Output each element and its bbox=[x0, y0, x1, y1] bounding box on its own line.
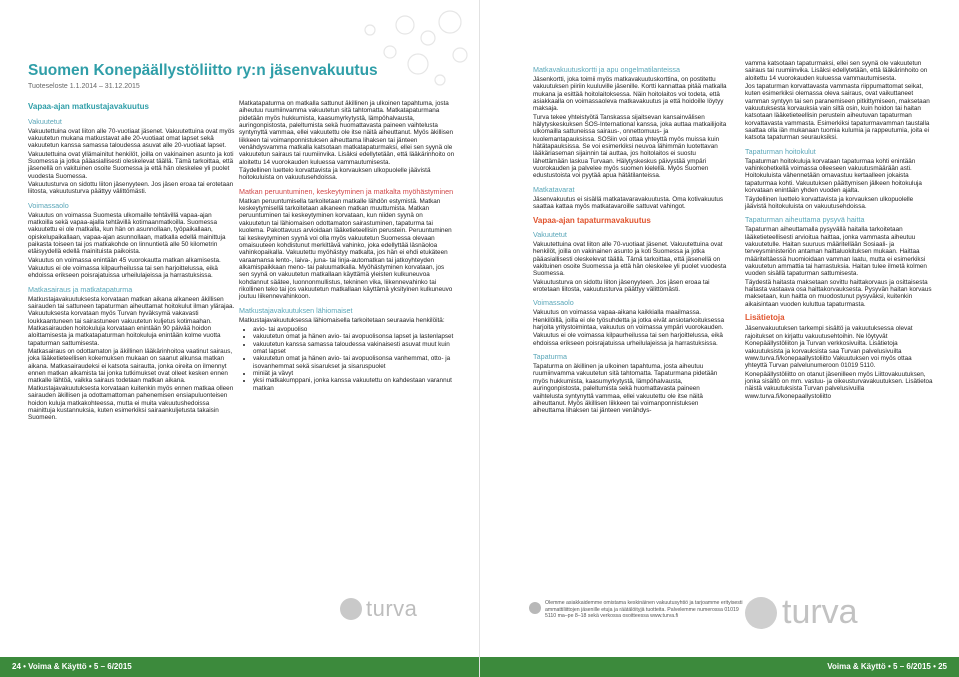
list-item: • vakuutetun kanssa samassa taloudessa vakinaisesti asuvat muut kuin omat lapset bbox=[253, 341, 455, 356]
turva-logo-icon bbox=[745, 597, 777, 629]
right-column-1 bbox=[533, 60, 728, 416]
paragraph: Matkasairaus on odottamaton ja äkillinen lääkärinhoitoa vaatinut sairaus, joka lääketieteellisen kokemuksen mukaan on saanut alkunsa matkan aikana. Matkasairaudeksi ei katsota sairautta, jonka oireita on ilmennyt ennen matkan alkamista tai jonka tutkimukset ovat olleet kesken ennen matkalle lähtöä, vaikka sairaus todetaan matkan aikana. Matkustajavakuutuksesta korvataan kuitenkin myös ennen matkaa olleen sairauden äkillisen ja odottamattoman pahenemisen ensiapuluonteisen hoidon kuluja matkakohteessa, mutta ei muita vakuutushedoissa mainittuja kustannuksia, kuten esimerkiksi sairaankuljetusta takaisin Suomeen. bbox=[28, 348, 234, 422]
paragraph: Tapaturman aiheuttamalla pysyvällä haitalla tarkoitetaan lääketieteellisesti arvioitua haittaa, jonka vammasta aiheutuu vakuutetulle. Haitan suuruus määritellään Sosiaali- ja terveysministeriön antaman haittaluokituksen mukaan. Haittaa määriteltäessä huomioidaan vamman laatu, mutta ei esimerkiksi vakuutetun ammattia tai harrastuksia. Haitan tulee ilmetä kolmen vuoden sisällä tapaturman sattumisesta. bbox=[745, 226, 927, 278]
paragraph: Vakuutettuina ovat liiton alle 70-vuotiaat jäsenet. Vakuutettuina ovat myös vakuutetun mukana matkustavat alle 20-vuotiaat omat lapset sekä vakuutetun kanssa samassa taloudessa asuvat alle 20-vuotiaat lapset. bbox=[28, 127, 235, 150]
list-item: • vakuutetun omat ja hänen avio- tai avopuolisonsa lapset ja lastenlapset bbox=[253, 333, 455, 340]
turva-logo-text: turva bbox=[782, 593, 858, 631]
paragraph: Täydestä haitasta maksetaan sovittu haittakorvaus ja osittaisesta haitasta vastaava osa haittakorvauksesta. Pysyvän haitan korvaus maksetaan, kun haitta on muodostunut pysyväksi, kuitenkin aikaisintaan vuoden kuluttua tapaturmasta. bbox=[745, 278, 932, 308]
paragraph: Konepäällystöliitto on otanut jäsenilleen myös Liittovakuutuksen, jonka sisältö on mm. vastuu- ja oikeusturvavakuutuksen. Lisätietoa näistä vakuutuksista Turvan palvelusivuilla www.turva.fi/konepaallystoliitto bbox=[745, 370, 933, 400]
paragraph: Tapaturman hoitokuluja korvataan tapaturmaa kohti enintään vahinkohetkellä voimassa olleeseen vakuutusmäärään asti. Hoitokuluista vähennetään omavastuu kertaalleen jokaista tapaturmaa kohti. Vakuutuksen päättymisen jälkeen hoitokuluja korvataan enintään yhden vuoden ajalta. bbox=[745, 157, 922, 195]
heading-baggage: Matkatavarat bbox=[533, 184, 575, 194]
heading-relatives: Matkustajavakuutuksen lähiomaiset bbox=[239, 305, 353, 315]
company-note: Olemme asiakkaidemme omistama keskinäinen vakuutusyhtiö ja tarjoamme erityisesti ammattiliittojen jäsenille etuja ja räätälöityjä tuotteita. Palvelemme numerossa 01019 5110 ma–pe 8–18 sekä verkossa osoitteessa www.turva.fi bbox=[545, 600, 743, 620]
heading-insured: Vakuutetut bbox=[533, 230, 567, 239]
paragraph: Vakuutusturva on sidottu liiton jäsenyyteen. Jos jäsen eroaa tai erotetaan liitosta, vakuutusturva päättyy välittömästi. bbox=[28, 180, 234, 196]
relatives-list bbox=[239, 326, 455, 392]
list-item: • yksi matkakumppani, jonka kanssa vakuutettu on kahdestaan varannut matkan bbox=[253, 377, 455, 392]
heading-insured: Vakuutetut bbox=[28, 116, 62, 126]
paragraph: Vakuutettuina ovat yllämainitut henkilöt, joilla on vakinainen asunto ja koti Suomessa ja jotka pääasiallisesti oleskelevat täällä. Tämä tarkoittaa, että jäsenellä on vakituinen osoite Suomessa ja että hän oleskelee yli puolet vuodesta Suomessa. bbox=[28, 150, 234, 180]
right-column-2 bbox=[745, 60, 935, 401]
heading-trip-interruption: Matkan peruuntuminen, keskeytyminen ja matkalta myöhästyminen bbox=[239, 186, 454, 196]
paragraph: Jäsenvakuutuksen tarkempi sisältö ja vakuutuksessa olevat rajoitukset on kirjattu vakuutusehtoihin. Ne löytyvät Konepäällystöliiton ja Turvan verkkosivuilta. Lisätietoja vakuutuksista ja korvauksista saa Turvan palvelusivuilta www.turva.fi/konepaallystoliitto Vakuutuksen voi myös ottaa yhteyttä Turvan palvelunumeroon 01019 5110. bbox=[745, 325, 913, 370]
paragraph: Matkan peruuntumisella tarkoitetaan matkalle lähdön estymistä. Matkan keskeytymisellä tarkoitetaan alkaneen matkan muuttumista. Matkan peruuntuminen tai keskeytyminen korvataan, kun niiden syynä on vakuutetun tai lähiomaisen odottamaton sairastuminen, tapaturma tai kuolema. Pakottavuus arvioidaan lääketieteellisin perustein. Peruuntuminen tai keskeytyminen syynä voi olla myös vakuutetun Suomessa olevaan omaisuuteen kohdistunut merkittävä vahinko, joka edellyttää läsnäoloa vahinkopaikalla. Vakuutettu myöhästyy matkalta, jos hän ei ehdi etukäteen varaamansa lento-, laiva-, juna- tai linja-automatkan tai jatkoyhteyden alkamispaikkaan meno- tai paluumatkalla. Myöhästyminen korvataan, jos sen syynä on vakuutetun matkallaan käyttämä yleisten kulkuneuvoa kohdannut säätee, luonnonmullistus, tekninen vika, liikennevahinko tai rikollinen teko tai jos vakuutetun matkallaan käyttämä yksityinen kulkuneuvo joutuu liikennevahinkoon. bbox=[239, 197, 453, 301]
paragraph: Matkustajavakuutuksessa lähiomaisella tarkoitetaan seuraavia henkilöitä: bbox=[239, 316, 445, 324]
heading-insurance-card: Matkavakuutuskortti ja apu ongelmatilanteissa bbox=[533, 65, 681, 74]
heading-care-costs: Tapaturman hoitokulut bbox=[745, 146, 816, 156]
list-item: • vakuutetun omat ja hänen avio- tai avopuolisonsa vanhemmat, otto- ja isovanhemmat sekä sisarukset ja sisaruspuolet bbox=[253, 355, 455, 370]
paragraph: Tapaturma on äkillinen ja ulkoinen tapahtuma, josta aiheutuu ruumiinvamma vakuutetun sitä tahtomatta. Tapaturmana pidetään myös hukkumista, kaasumyrkytystä, lämpöhalvausta, auringonpistosta, paleltumista sekä huomattavasta paineen vaihtelusta syntynyttä vammaa, ellei vakuutettu ole itse näitä aiheuttanut. Myös äkillisen liikkeen tai voimanponnistuksen aiheuttama lihaksen tai jänteen venähdys- bbox=[533, 363, 718, 415]
left-page bbox=[0, 0, 479, 677]
turva-logo-icon bbox=[340, 598, 362, 620]
footer-text: 24 • Voima & Käyttö • 5 – 6/2015 bbox=[12, 662, 132, 671]
list-item: • avio- tai avopuoliso bbox=[253, 326, 455, 333]
turva-small-logo-icon bbox=[529, 602, 541, 614]
left-column-2 bbox=[239, 100, 455, 394]
paragraph: Jäsenvakuutus ei sisällä matkatavaravakuutusta. Oma kotivakuutus saattaa kattaa myös matkatavaroille sattuvat vahingot. bbox=[533, 195, 724, 211]
paragraph: Täydellinen luettelo korvattavista ja korvauksen ulkopuolelle jäävistä hoitokuluista on vakuutusehdoissa. bbox=[239, 167, 431, 182]
list-item: • miniät ja vävyt bbox=[253, 370, 455, 377]
heading-travel-illness: Matkasairaus ja matkatapaturma bbox=[28, 284, 133, 294]
footer-text: Voima & Käyttö • 5 – 6/2015 • 25 bbox=[827, 662, 947, 671]
turva-logo-large bbox=[745, 593, 858, 632]
paragraph: Matkatapaturma on matkalla sattunut äkillinen ja ulkoinen tapahtuma, josta aiheutuu ruumiinvamma vakuutetun sitä tahtomatta. Matkatapaturmana pidetään myös hukkumista, kaasumyrkytystä, lämpöhalvausta, auringonpistosta, paleltumista sekä huomattavasta paineen vaihtelusta syntynyttä vammaa, ellei vakuutettu ole itse näitä aiheuttanut. Myös äkillisen liikkeen tai voimanponnistuksen aiheuttama lihaksen tai jänteen venähdysvamma matkalla katsotaan matkatapaturmaksi, ellei sen syynä ole vakuutetun sairaus tai ruumiinvika. Lisäksi edellytetään, että lääkärinhoito on aloitettu 14 vuorokauden kuluessa vammautumisesta. bbox=[239, 100, 455, 166]
right-footer bbox=[480, 657, 959, 677]
paragraph: vamma katsotaan tapaturmaksi, ellei sen syynä ole vakuutetun sairaus tai ruumiinvika. Lisäksi edellytetään, että lääkärinhoito on aloitettu 14 vuorokauden kuluessa vammautumisesta. bbox=[745, 60, 928, 82]
paragraph: Jäsenkortti, joka toimii myös matkavakuutuskorttina, on postitettu vakuutuksen piiriin kuuluville jäsenille. Kortti kannattaa pitää matkalla mukana ja esittää hoitolaitoksessa. Näin hoitolaitos voi todeta, että asiakkaalla on voimassaoleva matkavakuutus ja että hoidoille löytyy maksaja. bbox=[533, 76, 727, 113]
paragraph: Vakuutus ei ole voimassa kilpaurheilussa tai sen harjoittelussa, eikä ehdoissa erikseen poisrajatuissa urheilulajeissa ja harrastuksissa. bbox=[533, 332, 723, 347]
heading-permanent-harm: Tapaturman aiheuttama pysyvä haitta bbox=[745, 215, 865, 225]
paragraph: Täydellinen luettelo korvattavista ja korvauksen ulkopuolelle jäävistä hoitokuluista on vakuutusehdoissa. bbox=[745, 195, 914, 210]
paragraph: Vakuutus ei ole voimassa kilpaurheilussa tai sen harjoittelussa, eikä ehdoissa erikseen poisrajatuissa urheilulajeissa ja harrastuksissa. bbox=[28, 265, 218, 280]
page-title: Suomen Konepäällystöliitto ry:n jäsenvakuutus bbox=[28, 62, 378, 79]
paragraph: Vakuutettuina ovat liiton alle 70-vuotiaat jäsenet. Vakuutettuina ovat henkilöt, joilla on vakinainen asunto ja koti Suomessa ja jotka pääasiallisesti oleskelevat täällä. Tämä tarkoittaa, että jäsenellä on vakituinen osoite Suomessa ja että hän oleskelee yli puolet vuodesta Suomessa. bbox=[533, 241, 727, 278]
paragraph: Vakuutus on voimassa Suomesta ulkomaille tehtävillä vapaa-ajan matkoilla sekä vapaa-ajalla tehtävillä kotimaanmatkoilla. Suomessa vakuutettu ei ole matkalla, kun hän on asunnollaan, työpaikallaan, opiskelupaikallaan, vapaa-ajan asunnollaan, matkalla edellä mainittuja paikasta toiseen tai jos matkakohde on linnuntietä alle 50 kilometrin etäisyydellä edellä mainituista paikoista. bbox=[28, 211, 226, 256]
turva-logo bbox=[340, 596, 417, 622]
paragraph: Vakuutusturva on sidottu liiton jäsenyyteen. Jos jäsen eroaa tai erotetaan liitosta, vakuutusturva päättyy välittömästi. bbox=[533, 278, 710, 294]
heading-accident-insurance: Vapaa-ajan tapaturmavakuutus bbox=[533, 215, 651, 225]
paragraph: Turva tekee yhteistyötä Tanskassa sijaitsevan kansainvälisen hälytyskeskuksen SOS-International kanssa, joka auttaa matkailijoita ulkomailla sattuneissa sairaus-, onnettomuus- ja kuolemantapauksissa. SOSiin voi ottaa yhteyttä myös muissa kuin hätätapauksissa. Se voi esimerkiksi neuvoa lähimmän luotettavan lääkäriaseman sijainnin tai auttaa, jos hoitolaitos ei suostu lähettämään laskua Turvaan. Hälytyskeskus päivystää ympäri vuorokauden ja palvelee myös suomen kielellä. Myös Suomen edustustoista voi pyytää apua hätätilanteissa. bbox=[533, 113, 727, 180]
heading-accident: Tapaturma bbox=[533, 352, 567, 362]
heading-validity: Voimassaolo bbox=[533, 298, 574, 308]
turva-logo-text: turva bbox=[366, 596, 418, 621]
heading-validity: Voimassaolo bbox=[28, 200, 69, 210]
left-footer bbox=[0, 657, 479, 677]
heading-more-info: Lisätietoja bbox=[745, 312, 785, 322]
paragraph: Matkustajavakuutuksesta korvataan matkan aikana alkaneen äkillisen sairauden tai sattuneen tapaturman aiheuttamat hoitokulut ilman ylärajaa. Vakuutuksesta korvataan myös Turvan hyväksymä vakavasti loukkaantuneen tai sairastuneen vakuutetun kuljetus kotimaahan. Matkasairauden hoitokuluja korvataan enintään 90 päivää hoidon aloittamisesta ja matkatapaturman hoitokuluja enintään kolme vuotta tapaturman sattumisesta. bbox=[28, 295, 235, 347]
left-column-1 bbox=[28, 100, 236, 423]
right-page bbox=[480, 0, 959, 677]
paragraph: Vakuutus on voimassa vapaa-aikana kaikkialla maailmassa. Henkilöillä, joilla ei ole työsuhdetta ja jotka eivät ansiotarkoituksessa harjoita yritystoimintaa, vakuutus on voimassa ympäri vuorokauden. bbox=[533, 309, 725, 332]
heading-travel-insurance: Vapaa-ajan matkustajavakuutus bbox=[28, 102, 149, 111]
paragraph: Vakuutus on voimassa enintään 45 vuorokautta matkan alkamisesta. bbox=[28, 256, 221, 264]
paragraph: Jos tapaturman korvattavasta vammasta riippumattomat seikat, kuten esimerkiksi olemassa oleva sairaus, ovat vaikuttaneet vamman syntyyn tai sen paranemiseen pitkittymiseen, maksetaan vakuutuksesta korvauksia vain siltä osin, kuin hoidon tai haitan katsotaan lääketieteellisin perustein aiheutuvan tapaturman korvattavasta vammasta. Esimerkiksi tapaturmavamman taustalla saattaa olla iän mukanaan tuomia kulumia ja rappeutumia, joita ei katsota tapaturman seurauksiksi. bbox=[745, 83, 930, 142]
period-subtitle: Tuoteseloste 1.1.2014 – 31.12.2015 bbox=[28, 83, 140, 90]
